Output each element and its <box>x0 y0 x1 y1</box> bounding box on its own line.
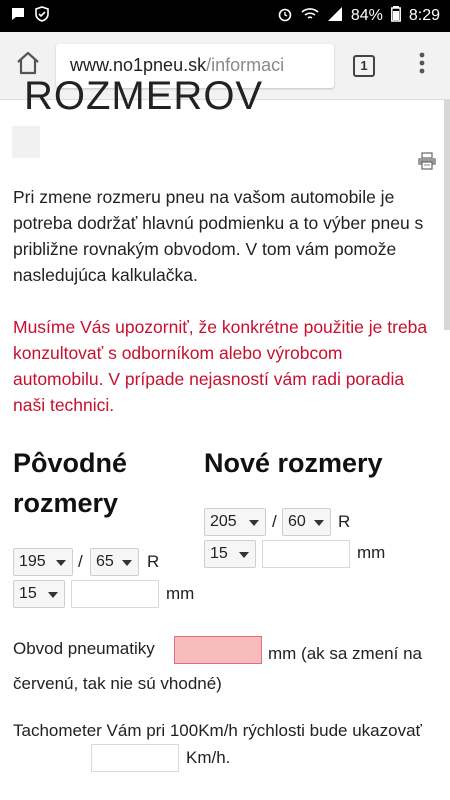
clock: 8:29 <box>408 7 440 24</box>
intro-text: Pri zmene rozmeru pneu na vašom automobile je potreba dodržať hlavnú podmienku a to výber pneu s približne rovnakým obvodom. V tom vám pomože nasledujúca kalkulačka. <box>13 187 424 285</box>
original-rim-select[interactable] <box>13 580 65 608</box>
wifi-icon <box>301 6 319 27</box>
tabs-button[interactable] <box>334 32 394 100</box>
shield-icon <box>34 6 50 27</box>
url-host: www.no1pneu.sk <box>70 55 207 75</box>
new-profile-select[interactable] <box>282 508 331 536</box>
chevron-down-icon <box>48 592 58 598</box>
new-slash: / <box>272 512 277 531</box>
battery-icon <box>391 6 401 27</box>
chevron-down-icon <box>56 560 66 566</box>
alarm-icon <box>277 6 293 27</box>
battery-percent: 84% <box>350 7 383 24</box>
message-icon <box>10 6 26 27</box>
circumference-label: Obvod pneumatiky <box>13 639 155 658</box>
new-r-label: R <box>338 512 351 531</box>
url-path: /informaci <box>206 55 285 75</box>
tab-count: 1 <box>353 55 375 77</box>
original-slash: / <box>78 552 83 571</box>
more-vertical-icon <box>419 52 425 79</box>
chevron-down-icon <box>122 560 132 566</box>
original-profile-select[interactable] <box>90 548 139 576</box>
speedometer-text: Tachometer Vám pri 100Km/h rýchlosti bude ukazovať <box>13 721 422 740</box>
new-profile-value: 60 <box>288 513 306 530</box>
chevron-down-icon <box>249 520 259 526</box>
image-placeholder <box>12 126 40 158</box>
new-rim-select[interactable] <box>204 540 256 568</box>
print-icon[interactable] <box>417 152 437 175</box>
chevron-down-icon <box>239 552 249 558</box>
circumference-note: mm (ak sa zmení na červenú, tak nie sú vhodné) <box>13 644 422 693</box>
original-width-value: 195 <box>19 553 46 570</box>
new-circumference-input[interactable] <box>262 540 350 568</box>
original-r-label: R <box>147 552 160 571</box>
new-dimensions-title: Nové rozmery <box>204 448 383 478</box>
new-width-select[interactable] <box>204 508 266 536</box>
new-mm-label: mm <box>357 543 386 562</box>
original-profile-value: 65 <box>96 553 114 570</box>
original-mm-label: mm <box>166 584 195 603</box>
speedometer-unit: Km/h. <box>186 748 231 767</box>
new-width-value: 205 <box>210 513 237 530</box>
original-rim-value: 15 <box>19 585 37 602</box>
menu-button[interactable] <box>394 32 450 100</box>
new-rim-value: 15 <box>210 545 228 562</box>
original-dimensions-title: Pôvodné rozmery <box>13 448 128 518</box>
page-content <box>0 74 450 800</box>
speedometer-result <box>91 744 179 772</box>
chevron-down-icon <box>314 520 324 526</box>
original-width-select[interactable] <box>13 548 73 576</box>
status-bar <box>0 0 450 32</box>
signal-icon <box>327 6 343 27</box>
original-circumference-input[interactable] <box>71 580 159 608</box>
page-heading: ROZMEROV <box>24 74 264 118</box>
warning-text: Musíme Vás upozorniť, že konkrétne použitie je treba konzultovať s odborníkom alebo výrobcom automobilu. V prípade nejasností vám radi poradia naši technici. <box>13 317 428 415</box>
scrollbar[interactable] <box>444 100 450 330</box>
